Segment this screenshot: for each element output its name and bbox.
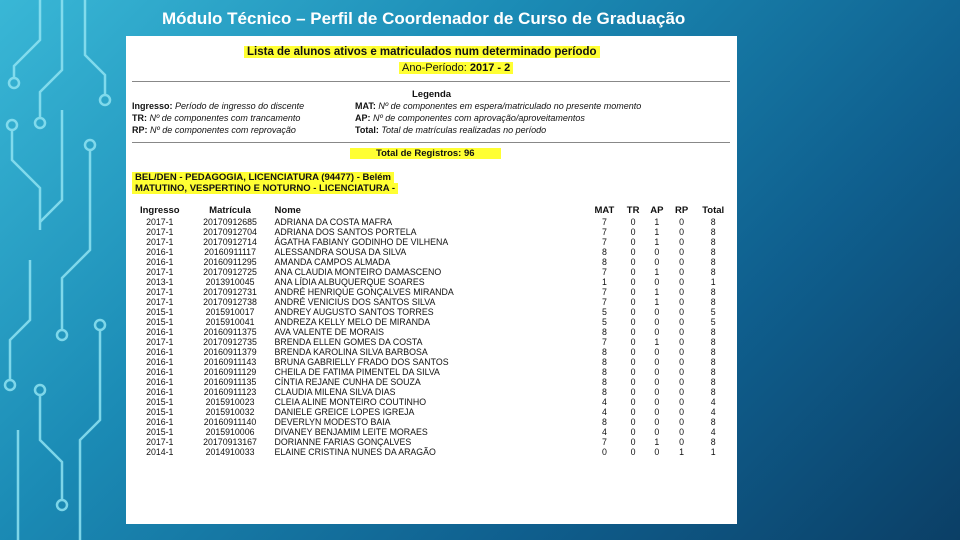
table-row <box>132 377 732 387</box>
cell-mat: 7 <box>601 297 607 307</box>
cell-rp: 0 <box>679 287 684 297</box>
cell-tr: 0 <box>630 437 636 447</box>
cell-ingresso: 2013-1 <box>146 277 174 287</box>
cell-nome: ADRIANA DOS SANTOS PORTELA <box>274 227 417 237</box>
cell-total: 8 <box>710 297 716 307</box>
cell-total: 5 <box>710 317 716 327</box>
cell-ingresso: 2016-1 <box>146 367 174 377</box>
cell-nome: DORIANNE FARIAS GONÇALVES <box>274 437 412 447</box>
cell-matricula: 2015910006 <box>205 427 255 437</box>
cell-rp: 0 <box>679 217 684 227</box>
table-header-row <box>132 206 732 217</box>
cell-ingresso: 2014-1 <box>146 447 174 457</box>
cell-nome: ANA LÍDIA ALBUQUERQUE SOARES <box>274 277 425 287</box>
cell-tr: 0 <box>630 337 636 347</box>
cell-total: 8 <box>710 337 716 347</box>
cell-ingresso: 2017-1 <box>146 297 174 307</box>
cell-mat: 5 <box>601 317 607 327</box>
legend-title: Legenda <box>412 89 452 100</box>
period-label: Ano-Período: <box>402 62 467 74</box>
cell-tr: 0 <box>630 287 636 297</box>
cell-matricula: 20160911135 <box>203 377 257 387</box>
legend-item-rp: RP: Nº de componentes com reprovação <box>132 125 296 135</box>
circuit-decoration <box>0 0 130 540</box>
divider <box>132 142 730 143</box>
cell-mat: 8 <box>601 387 607 397</box>
cell-matricula: 20160911143 <box>203 357 257 367</box>
cell-total: 1 <box>710 447 716 457</box>
cell-nome: DEVERLYN MODESTO BAIA <box>274 417 391 427</box>
cell-nome: BRUNA GABRIELLY FRADO DOS SANTOS <box>274 357 449 367</box>
table-row <box>132 217 732 227</box>
cell-total: 8 <box>710 387 716 397</box>
cell-ap: 1 <box>654 437 660 447</box>
cell-total: 8 <box>710 237 716 247</box>
cell-ingresso: 2017-1 <box>146 217 174 227</box>
cell-tr: 0 <box>630 377 636 387</box>
cell-mat: 8 <box>601 247 607 257</box>
cell-nome: BRENDA ELLEN GOMES DA COSTA <box>274 337 423 347</box>
cell-ingresso: 2015-1 <box>146 397 174 407</box>
cell-total: 8 <box>710 257 716 267</box>
table-row <box>132 367 732 377</box>
cell-nome: AMANDA CAMPOS ALMADA <box>274 257 391 267</box>
cell-rp: 0 <box>679 227 684 237</box>
cell-matricula: 20160911129 <box>203 367 257 377</box>
cell-nome: ANDRÉ HENRIQUE GONÇALVES MIRANDA <box>274 287 454 297</box>
cell-nome: ÁGATHA FABIANY GODINHO DE VILHENA <box>274 237 449 247</box>
cell-mat: 7 <box>601 437 607 447</box>
cell-rp: 0 <box>679 247 684 257</box>
cell-ap: 1 <box>654 297 660 307</box>
col-matricula: Matrícula <box>209 205 251 216</box>
cell-nome: ADRIANA DA COSTA MAFRA <box>274 217 393 227</box>
cell-mat: 4 <box>601 397 607 407</box>
col-tr: TR <box>626 205 640 216</box>
cell-ingresso: 2016-1 <box>146 247 174 257</box>
slide-title: Módulo Técnico – Perfil de Coordenador de Curso de Graduação <box>162 9 686 28</box>
cell-tr: 0 <box>630 267 636 277</box>
cell-matricula: 20170912738 <box>203 297 257 307</box>
table-row <box>132 227 732 237</box>
cell-mat: 8 <box>601 347 607 357</box>
cell-total: 8 <box>710 417 716 427</box>
table-row <box>132 287 732 297</box>
course-line-1: BEL/DEN - PEDAGOGIA, LICENCIATURA (94477) - Belém <box>132 172 394 183</box>
cell-mat: 7 <box>601 237 607 247</box>
cell-matricula: 20160911295 <box>203 257 257 267</box>
cell-nome: DANIELE GREICE LOPES IGREJA <box>274 407 415 417</box>
cell-ap: 0 <box>654 367 660 377</box>
cell-tr: 0 <box>630 297 636 307</box>
cell-matricula: 20170913167 <box>203 437 257 447</box>
cell-ap: 0 <box>654 447 660 457</box>
cell-ap: 0 <box>654 397 660 407</box>
period-line <box>399 62 513 74</box>
cell-mat: 7 <box>601 337 607 347</box>
cell-matricula: 2015910032 <box>205 407 255 417</box>
cell-rp: 0 <box>679 337 684 347</box>
cell-tr: 0 <box>630 367 636 377</box>
cell-ingresso: 2015-1 <box>146 427 174 437</box>
cell-ingresso: 2015-1 <box>146 307 174 317</box>
table-row <box>132 257 732 267</box>
students-table <box>132 206 732 457</box>
legend-item-ingresso: Ingresso: Período de ingresso do discente <box>132 101 305 111</box>
legend-item-ap: AP: Nº de componentes com aprovação/aproveitamentos <box>355 113 585 123</box>
cell-ap: 0 <box>654 327 660 337</box>
cell-matricula: 20160911117 <box>204 247 256 257</box>
cell-tr: 0 <box>630 227 636 237</box>
cell-matricula: 2015910017 <box>205 307 255 317</box>
cell-rp: 0 <box>679 307 684 317</box>
cell-matricula: 20160911379 <box>203 347 257 357</box>
cell-ap: 0 <box>654 277 660 287</box>
cell-rp: 0 <box>679 387 684 397</box>
cell-total: 8 <box>710 377 716 387</box>
cell-mat: 1 <box>601 277 607 287</box>
cell-rp: 0 <box>679 277 684 287</box>
cell-rp: 0 <box>679 257 684 267</box>
cell-total: 8 <box>710 227 716 237</box>
col-rp: RP <box>674 205 689 216</box>
cell-ingresso: 2016-1 <box>146 417 174 427</box>
cell-ap: 0 <box>654 427 660 437</box>
cell-total: 8 <box>710 347 716 357</box>
total-records: Total de Registros: 96 <box>350 148 501 159</box>
cell-nome: AVA VALENTE DE MORAIS <box>274 327 385 337</box>
cell-ap: 1 <box>654 267 660 277</box>
cell-ingresso: 2016-1 <box>146 257 174 267</box>
cell-matricula: 20170912725 <box>203 267 257 277</box>
cell-matricula: 20170912714 <box>203 237 257 247</box>
cell-nome: CLAUDIA MILENA SILVA DIAS <box>274 387 396 397</box>
cell-matricula: 20160911123 <box>203 387 257 397</box>
table-row <box>132 317 732 327</box>
cell-rp: 0 <box>679 347 684 357</box>
cell-mat: 7 <box>601 217 607 227</box>
cell-matricula: 20170912731 <box>203 287 257 297</box>
cell-mat: 7 <box>601 267 607 277</box>
cell-ingresso: 2015-1 <box>146 317 174 327</box>
cell-tr: 0 <box>630 427 636 437</box>
cell-mat: 4 <box>601 407 607 417</box>
cell-ingresso: 2017-1 <box>146 437 174 447</box>
cell-tr: 0 <box>630 257 636 267</box>
cell-rp: 0 <box>679 357 684 367</box>
cell-total: 8 <box>710 327 716 337</box>
cell-ingresso: 2017-1 <box>146 337 174 347</box>
table-row <box>132 447 732 457</box>
cell-rp: 0 <box>679 427 684 437</box>
table-row <box>132 237 732 247</box>
report-title: Lista de alunos ativos e matriculados num determinado período <box>244 46 600 58</box>
cell-nome: ANA CLAUDIA MONTEIRO DAMASCENO <box>274 267 442 277</box>
cell-tr: 0 <box>630 317 636 327</box>
cell-mat: 7 <box>601 227 607 237</box>
cell-total: 1 <box>710 277 716 287</box>
cell-ap: 0 <box>654 377 660 387</box>
table-row <box>132 337 732 347</box>
cell-tr: 0 <box>630 327 636 337</box>
cell-ingresso: 2017-1 <box>146 227 174 237</box>
cell-tr: 0 <box>630 357 636 367</box>
col-ap: AP <box>650 205 664 216</box>
cell-ingresso: 2016-1 <box>146 377 174 387</box>
cell-mat: 4 <box>601 427 607 437</box>
cell-nome: DIVANEY BENJAMIM LEITE MORAES <box>274 427 428 437</box>
cell-rp: 0 <box>679 377 684 387</box>
cell-ap: 0 <box>654 387 660 397</box>
cell-total: 8 <box>710 247 716 257</box>
cell-ingresso: 2017-1 <box>146 287 174 297</box>
cell-rp: 0 <box>679 327 684 337</box>
cell-matricula: 20160911375 <box>203 327 257 337</box>
table-row <box>132 357 732 367</box>
cell-nome: BRENDA KAROLINA SILVA BARBOSA <box>274 347 428 357</box>
cell-nome: ELAINE CRISTINA NUNES DA ARAGÃO <box>274 447 436 457</box>
report-document <box>126 36 737 524</box>
cell-mat: 7 <box>601 287 607 297</box>
cell-nome: ANDRÉ VENICIUS DOS SANTOS SILVA <box>274 297 436 307</box>
table-row <box>132 307 732 317</box>
cell-total: 8 <box>710 217 716 227</box>
cell-mat: 5 <box>601 307 607 317</box>
cell-rp: 0 <box>679 237 684 247</box>
cell-nome: CLEIA ALINE MONTEIRO COUTINHO <box>274 397 427 407</box>
cell-ap: 1 <box>654 337 660 347</box>
table-row <box>132 327 732 337</box>
cell-total: 4 <box>710 397 716 407</box>
cell-total: 8 <box>710 367 716 377</box>
table-row <box>132 347 732 357</box>
cell-ingresso: 2016-1 <box>146 347 174 357</box>
cell-matricula: 2014910033 <box>205 447 255 457</box>
cell-rp: 0 <box>679 297 684 307</box>
table-row <box>132 397 732 407</box>
cell-ap: 1 <box>654 237 660 247</box>
cell-tr: 0 <box>630 417 636 427</box>
cell-total: 5 <box>710 307 716 317</box>
col-ingresso: Ingresso <box>139 205 180 216</box>
cell-total: 8 <box>710 267 716 277</box>
cell-ap: 1 <box>654 227 660 237</box>
cell-tr: 0 <box>630 277 636 287</box>
cell-matricula: 20170912704 <box>203 227 257 237</box>
cell-tr: 0 <box>630 387 636 397</box>
cell-ap: 0 <box>654 257 660 267</box>
table-row <box>132 437 732 447</box>
cell-nome: ALESSANDRA SOUSA DA SILVA <box>274 247 407 257</box>
cell-total: 8 <box>710 357 716 367</box>
cell-rp: 0 <box>679 417 684 427</box>
cell-tr: 0 <box>630 447 636 457</box>
cell-ap: 0 <box>654 247 660 257</box>
cell-ap: 0 <box>654 417 660 427</box>
cell-total: 4 <box>710 427 716 437</box>
legend-item-tr: TR: Nº de componentes com trancamento <box>132 113 301 123</box>
table-row <box>132 297 732 307</box>
course-line-2: MATUTINO, VESPERTINO E NOTURNO - LICENCIATURA - <box>132 183 398 194</box>
cell-rp: 0 <box>679 267 684 277</box>
cell-matricula: 2015910023 <box>205 397 255 407</box>
cell-matricula: 2013910045 <box>205 277 255 287</box>
table-row <box>132 267 732 277</box>
cell-mat: 8 <box>601 417 607 427</box>
cell-tr: 0 <box>630 237 636 247</box>
table-row <box>132 387 732 397</box>
cell-tr: 0 <box>630 347 636 357</box>
cell-ingresso: 2016-1 <box>146 327 174 337</box>
divider <box>132 81 730 82</box>
cell-ap: 0 <box>654 347 660 357</box>
legend-item-mat: MAT: Nº de componentes em espera/matriculado no presente momento <box>355 101 642 111</box>
cell-tr: 0 <box>630 307 636 317</box>
cell-ap: 0 <box>654 307 660 317</box>
cell-mat: 8 <box>601 377 607 387</box>
cell-rp: 0 <box>679 317 684 327</box>
cell-total: 4 <box>710 407 716 417</box>
cell-mat: 8 <box>601 357 607 367</box>
cell-tr: 0 <box>630 407 636 417</box>
cell-matricula: 20160911140 <box>203 417 257 427</box>
cell-ap: 0 <box>654 407 660 417</box>
legend-item-total: Total: Total de matrículas realizadas no período <box>355 125 547 135</box>
cell-ingresso: 2016-1 <box>146 357 174 367</box>
cell-ap: 1 <box>654 287 660 297</box>
cell-matricula: 20170912685 <box>203 217 257 227</box>
cell-ingresso: 2017-1 <box>146 267 174 277</box>
cell-rp: 1 <box>679 447 684 457</box>
cell-rp: 0 <box>679 397 684 407</box>
table-row <box>132 247 732 257</box>
cell-nome: ANDREY AUGUSTO SANTOS TORRES <box>274 307 434 317</box>
cell-nome: CÍNTIA REJANE CUNHA DE SOUZA <box>274 377 421 387</box>
cell-total: 8 <box>710 287 716 297</box>
cell-tr: 0 <box>630 247 636 257</box>
table-row <box>132 407 732 417</box>
cell-matricula: 20170912735 <box>203 337 257 347</box>
cell-tr: 0 <box>630 217 636 227</box>
cell-ingresso: 2015-1 <box>146 407 174 417</box>
col-mat: MAT <box>594 205 615 216</box>
cell-tr: 0 <box>630 397 636 407</box>
cell-nome: ANDREZA KELLY MELO DE MIRANDA <box>274 317 431 327</box>
cell-rp: 0 <box>679 367 684 377</box>
cell-ingresso: 2017-1 <box>146 237 174 247</box>
cell-ap: 0 <box>654 317 660 327</box>
col-total: Total <box>702 205 725 216</box>
period-value: 2017 - 2 <box>469 62 511 74</box>
cell-mat: 8 <box>601 257 607 267</box>
cell-matricula: 2015910041 <box>205 317 255 327</box>
cell-ap: 1 <box>654 217 660 227</box>
cell-ingresso: 2016-1 <box>146 387 174 397</box>
cell-mat: 8 <box>601 367 607 377</box>
cell-rp: 0 <box>679 437 684 447</box>
cell-mat: 0 <box>601 447 607 457</box>
table-row <box>132 417 732 427</box>
cell-rp: 0 <box>679 407 684 417</box>
cell-mat: 8 <box>601 327 607 337</box>
cell-nome: CHEILA DE FATIMA PIMENTEL DA SILVA <box>274 367 440 377</box>
col-nome: Nome <box>274 205 301 216</box>
cell-total: 8 <box>710 437 716 447</box>
cell-ap: 0 <box>654 357 660 367</box>
table-row <box>132 427 732 437</box>
table-row <box>132 277 732 287</box>
